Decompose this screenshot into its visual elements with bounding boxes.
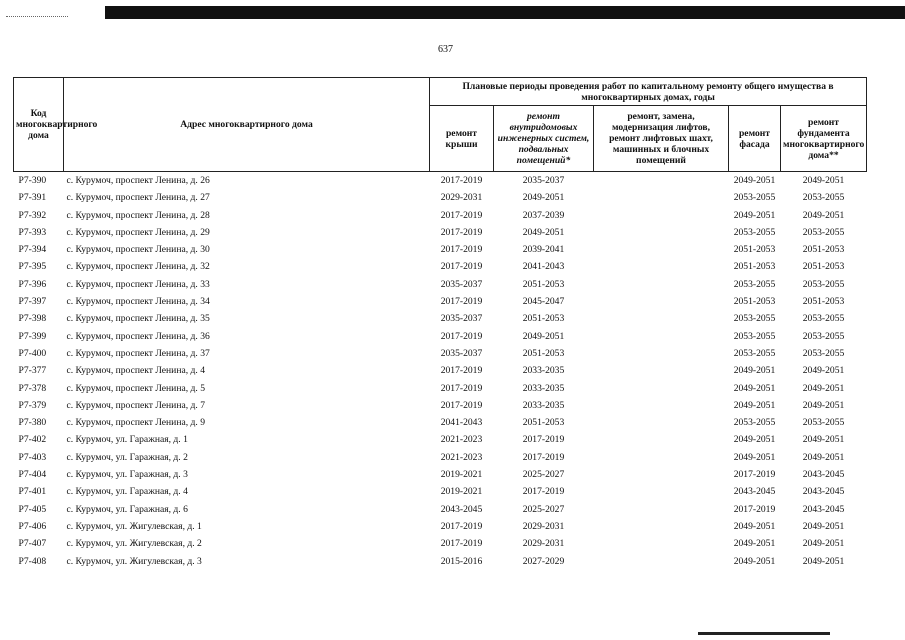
cell-code: Р7-408 [18,555,47,567]
cell-roof: 2017-2019 [440,382,483,394]
cell-roof: 2017-2019 [440,520,483,532]
cell-facade: 2049-2051 [733,555,776,567]
cell-foundation: 2049-2051 [802,520,845,532]
cell-engineering: 2049-2051 [522,226,565,238]
table-row [14,483,867,500]
cell-facade: 2049-2051 [733,538,776,550]
table-row [14,207,867,224]
cell-foundation: 2053-2055 [802,192,845,204]
cell-facade: 2053-2055 [733,192,776,204]
cell-engineering: 2049-2051 [522,330,565,342]
cell-roof: 2029-2031 [440,192,483,204]
cell-address: с. Курумоч, ул. Гаражная, д. 6 [66,503,188,515]
cell-foundation: 2049-2051 [802,365,845,377]
cell-roof: 2043-2045 [440,503,483,515]
cell-foundation: 2051-2053 [802,244,845,256]
cell-elevators [594,414,729,431]
cell-foundation: 2043-2045 [802,503,845,515]
cell-foundation: 2049-2051 [802,209,845,221]
cell-elevators [594,501,729,518]
cell-engineering: 2039-2041 [522,244,565,256]
cell-elevators [594,380,729,397]
cell-facade: 2053-2055 [733,278,776,290]
table-row [14,241,867,258]
cell-facade: 2051-2053 [733,261,776,273]
cell-elevators [594,553,729,570]
cell-foundation: 2049-2051 [802,434,845,446]
cell-address: с. Курумоч, проспект Ленина, д. 33 [66,278,210,290]
cell-address: с. Курумоч, проспект Ленина, д. 29 [66,226,210,238]
repair-schedule-table [13,77,867,570]
scan-mark [6,16,68,19]
header-elevators: ремонт, замена, модернизация лифтов, ремонт лифтовых шахт, машинных и блочных помещений [594,106,729,172]
cell-foundation: 2043-2045 [802,469,845,481]
cell-address: с. Курумоч, проспект Ленина, д. 28 [66,209,210,221]
cell-facade: 2051-2053 [733,244,776,256]
cell-code: Р7-401 [18,486,47,498]
cell-code: Р7-390 [18,175,47,186]
cell-facade: 2017-2019 [733,503,776,515]
cell-engineering: 2033-2035 [522,382,565,394]
cell-address: с. Курумоч, ул. Жигулевская, д. 2 [66,538,202,550]
cell-engineering: 2037-2039 [522,209,565,221]
table-row [14,328,867,345]
table-row [14,414,867,431]
cell-address: с. Курумоч, проспект Ленина, д. 27 [66,192,210,204]
cell-engineering: 2033-2035 [522,365,565,377]
cell-roof: 2035-2037 [440,347,483,359]
cell-facade: 2049-2051 [733,365,776,377]
table-row [14,397,867,414]
cell-facade: 2053-2055 [733,347,776,359]
cell-foundation: 2049-2051 [802,175,845,186]
table-row [14,501,867,518]
table-row [14,345,867,362]
table-row [14,466,867,483]
cell-roof: 2021-2023 [440,451,483,463]
cell-engineering: 2017-2019 [522,434,565,446]
cell-facade: 2053-2055 [733,313,776,325]
cell-elevators [594,172,729,190]
cell-elevators [594,224,729,241]
cell-foundation: 2049-2051 [802,538,845,550]
cell-code: Р7-377 [18,365,47,377]
table-row [14,189,867,206]
cell-foundation: 2053-2055 [802,347,845,359]
cell-code: Р7-399 [18,330,47,342]
cell-address: с. Курумоч, проспект Ленина, д. 7 [66,399,205,411]
cell-address: с. Курумоч, ул. Гаражная, д. 1 [66,434,188,446]
cell-address: с. Курумоч, проспект Ленина, д. 26 [66,175,210,186]
cell-address: с. Курумоч, ул. Жигулевская, д. 1 [66,520,202,532]
cell-code: Р7-395 [18,261,47,273]
cell-code: Р7-380 [18,417,47,429]
header-address: Адрес многоквартирного дома [64,78,430,172]
cell-code: Р7-404 [18,469,47,481]
cell-elevators [594,310,729,327]
cell-roof: 2017-2019 [440,209,483,221]
cell-facade: 2043-2045 [733,486,776,498]
cell-code: Р7-398 [18,313,47,325]
cell-facade: 2053-2055 [733,330,776,342]
table-row [14,224,867,241]
cell-elevators [594,466,729,483]
cell-engineering: 2035-2037 [522,175,565,186]
cell-foundation: 2043-2045 [802,486,845,498]
cell-code: Р7-378 [18,382,47,394]
table-row [14,535,867,552]
cell-foundation: 2051-2053 [802,261,845,273]
cell-address: с. Курумоч, проспект Ленина, д. 36 [66,330,210,342]
cell-elevators [594,449,729,466]
cell-address: с. Курумоч, проспект Ленина, д. 5 [66,382,205,394]
cell-roof: 2041-2043 [440,417,483,429]
cell-roof: 2017-2019 [440,261,483,273]
table-body [14,172,867,570]
cell-elevators [594,189,729,206]
cell-facade: 2053-2055 [733,226,776,238]
cell-address: с. Курумоч, проспект Ленина, д. 4 [66,365,205,377]
table-row [14,518,867,535]
cell-elevators [594,518,729,535]
cell-elevators [594,207,729,224]
cell-roof: 2035-2037 [440,313,483,325]
cell-roof: 2017-2019 [440,175,483,186]
cell-engineering: 2045-2047 [522,296,565,308]
cell-engineering: 2025-2027 [522,503,565,515]
cell-facade: 2051-2053 [733,296,776,308]
cell-code: Р7-396 [18,278,47,290]
cell-engineering: 2049-2051 [522,192,565,204]
header-engineering: ремонт внутридомовых инженерных систем, подвальных помещений* [494,106,594,172]
cell-code: Р7-406 [18,520,47,532]
cell-engineering: 2051-2053 [522,417,565,429]
cell-foundation: 2053-2055 [802,417,845,429]
cell-address: с. Курумоч, проспект Ленина, д. 30 [66,244,210,256]
cell-foundation: 2049-2051 [802,555,845,567]
cell-engineering: 2017-2019 [522,486,565,498]
cell-facade: 2053-2055 [733,417,776,429]
cell-address: с. Курумоч, ул. Гаражная, д. 4 [66,486,188,498]
cell-code: Р7-402 [18,434,47,446]
page-number: 637 [438,44,453,55]
cell-code: Р7-403 [18,451,47,463]
cell-elevators [594,483,729,500]
cell-foundation: 2051-2053 [802,296,845,308]
table-row [14,431,867,448]
cell-code: Р7-379 [18,399,47,411]
header-roof: ремонт крыши [430,106,494,172]
cell-roof: 2017-2019 [440,399,483,411]
cell-facade: 2049-2051 [733,520,776,532]
cell-code: Р7-393 [18,226,47,238]
cell-roof: 2017-2019 [440,296,483,308]
cell-elevators [594,258,729,275]
cell-roof: 2015-2016 [440,555,483,567]
cell-address: с. Курумоч, ул. Жигулевская, д. 3 [66,555,202,567]
cell-roof: 2019-2021 [440,469,483,481]
cell-elevators [594,345,729,362]
cell-foundation: 2049-2051 [802,451,845,463]
scan-top-bar [105,6,905,19]
cell-foundation: 2049-2051 [802,382,845,394]
cell-code: Р7-397 [18,296,47,308]
cell-roof: 2017-2019 [440,365,483,377]
cell-engineering: 2041-2043 [522,261,565,273]
cell-engineering: 2025-2027 [522,469,565,481]
cell-engineering: 2029-2031 [522,520,565,532]
cell-address: с. Курумоч, ул. Гаражная, д. 3 [66,469,188,481]
cell-foundation: 2049-2051 [802,399,845,411]
cell-address: с. Курумоч, ул. Гаражная, д. 2 [66,451,188,463]
cell-roof: 2017-2019 [440,538,483,550]
cell-engineering: 2033-2035 [522,399,565,411]
cell-foundation: 2053-2055 [802,278,845,290]
cell-elevators [594,293,729,310]
cell-engineering: 2051-2053 [522,313,565,325]
header-periods-group: Плановые периоды проведения работ по капитальному ремонту общего имущества в многоквартирных домах, годы [430,78,867,106]
cell-code: Р7-391 [18,192,47,204]
cell-engineering: 2029-2031 [522,538,565,550]
header-foundation: ремонт фундамента многоквартирного дома** [781,106,867,172]
cell-code: Р7-394 [18,244,47,256]
cell-roof: 2021-2023 [440,434,483,446]
cell-address: с. Курумоч, проспект Ленина, д. 9 [66,417,205,429]
header-facade: ремонт фасада [729,106,781,172]
cell-elevators [594,362,729,379]
cell-foundation: 2053-2055 [802,226,845,238]
table-row [14,380,867,397]
table-row [14,293,867,310]
table-row [14,553,867,570]
cell-elevators [594,397,729,414]
cell-roof: 2017-2019 [440,330,483,342]
table-row [14,362,867,379]
cell-elevators [594,276,729,293]
cell-foundation: 2053-2055 [802,330,845,342]
cell-address: с. Курумоч, проспект Ленина, д. 35 [66,313,210,325]
cell-address: с. Курумоч, проспект Ленина, д. 37 [66,347,210,359]
table-row [14,310,867,327]
cell-facade: 2049-2051 [733,434,776,446]
cell-code: Р7-407 [18,538,47,550]
cell-facade: 2049-2051 [733,451,776,463]
cell-engineering: 2051-2053 [522,347,565,359]
cell-facade: 2049-2051 [733,209,776,221]
cell-code: Р7-405 [18,503,47,515]
cell-roof: 2017-2019 [440,226,483,238]
table-row [14,258,867,275]
table-row [14,449,867,466]
cell-engineering: 2017-2019 [522,451,565,463]
cell-roof: 2035-2037 [440,278,483,290]
cell-address: с. Курумоч, проспект Ленина, д. 34 [66,296,210,308]
header-code: Код многоквартирного дома [14,78,64,172]
cell-code: Р7-392 [18,209,47,221]
cell-roof: 2019-2021 [440,486,483,498]
cell-foundation: 2053-2055 [802,313,845,325]
table-row [14,172,867,190]
cell-code: Р7-400 [18,347,47,359]
cell-elevators [594,535,729,552]
cell-facade: 2017-2019 [733,469,776,481]
cell-facade: 2049-2051 [733,399,776,411]
cell-elevators [594,431,729,448]
cell-engineering: 2051-2053 [522,278,565,290]
table-row [14,276,867,293]
cell-elevators [594,241,729,258]
cell-roof: 2017-2019 [440,244,483,256]
cell-elevators [594,328,729,345]
scan-corner-mark [698,632,830,635]
cell-engineering: 2027-2029 [522,555,565,567]
cell-facade: 2049-2051 [733,382,776,394]
cell-address: с. Курумоч, проспект Ленина, д. 32 [66,261,210,273]
cell-facade: 2049-2051 [733,175,776,186]
